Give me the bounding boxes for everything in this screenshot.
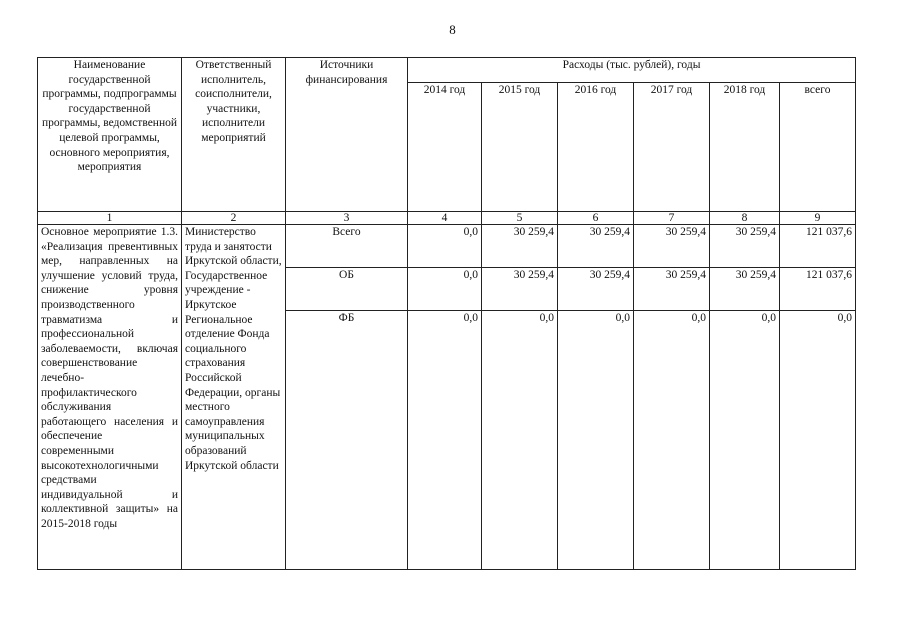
header-year-2014: 2014 год bbox=[408, 83, 482, 212]
responsible-executors: Министерство труда и занятости Иркутской области, Государственное учреждение - Иркутское Региональное отделение Фонда социального страхования Российской Федерации, органы местного самоуправления муниципальных образований Иркутской области bbox=[182, 225, 286, 570]
column-number: 7 bbox=[634, 212, 710, 225]
column-number: 4 bbox=[408, 212, 482, 225]
amount-cell: 30 259,4 bbox=[558, 225, 634, 268]
budget-table bbox=[37, 57, 856, 570]
amount-cell: 121 037,6 bbox=[780, 268, 856, 311]
header-year-2017: 2017 год bbox=[634, 83, 710, 212]
column-number: 3 bbox=[286, 212, 408, 225]
financing-source: ОБ bbox=[286, 268, 408, 311]
column-number: 5 bbox=[482, 212, 558, 225]
financing-source: Всего bbox=[286, 225, 408, 268]
column-number: 2 bbox=[182, 212, 286, 225]
amount-cell: 0,0 bbox=[558, 311, 634, 570]
column-number: 8 bbox=[710, 212, 780, 225]
header-year-2018: 2018 год bbox=[710, 83, 780, 212]
header-sources: Источники финансирования bbox=[286, 58, 408, 212]
financing-source: ФБ bbox=[286, 311, 408, 570]
financing-row-total bbox=[38, 225, 856, 268]
header-expenses: Расходы (тыс. рублей), годы bbox=[408, 58, 856, 83]
header-year-2016: 2016 год bbox=[558, 83, 634, 212]
header-total: всего bbox=[780, 83, 856, 212]
header-year-2015: 2015 год bbox=[482, 83, 558, 212]
page-number: 8 bbox=[449, 22, 456, 37]
amount-cell: 0,0 bbox=[408, 311, 482, 570]
amount-cell: 0,0 bbox=[710, 311, 780, 570]
amount-cell: 30 259,4 bbox=[558, 268, 634, 311]
column-number: 6 bbox=[558, 212, 634, 225]
amount-cell: 30 259,4 bbox=[634, 268, 710, 311]
amount-cell: 0,0 bbox=[780, 311, 856, 570]
amount-cell: 30 259,4 bbox=[634, 225, 710, 268]
amount-cell: 0,0 bbox=[634, 311, 710, 570]
amount-cell: 0,0 bbox=[482, 311, 558, 570]
amount-cell: 30 259,4 bbox=[482, 268, 558, 311]
header-name: Наименование государственной программы, подпрограммы государственной программы, ведомственной целевой программы, основного мероприятия, мероприятия bbox=[38, 58, 182, 212]
amount-cell: 0,0 bbox=[408, 225, 482, 268]
column-number: 1 bbox=[38, 212, 182, 225]
column-numbers-row bbox=[38, 212, 856, 225]
amount-cell: 30 259,4 bbox=[482, 225, 558, 268]
amount-cell: 121 037,6 bbox=[780, 225, 856, 268]
header-responsible: Ответственный исполнитель, соисполнители, участники, исполнители мероприятий bbox=[182, 58, 286, 212]
measure-name: Основное мероприятие 1.3. «Реализация превентивных мер, направленных на улучшение условий труда, снижение уровня производственного травматизма и профессиональной заболеваемости, включая совершенствование лечебно-профилактического обслуживания работающего населения и обеспечение современными высокотехнологичными средствами индивидуальной и коллективной защиты» на 2015-2018 годы bbox=[38, 225, 182, 570]
amount-cell: 30 259,4 bbox=[710, 268, 780, 311]
amount-cell: 0,0 bbox=[408, 268, 482, 311]
column-number: 9 bbox=[780, 212, 856, 225]
amount-cell: 30 259,4 bbox=[710, 225, 780, 268]
